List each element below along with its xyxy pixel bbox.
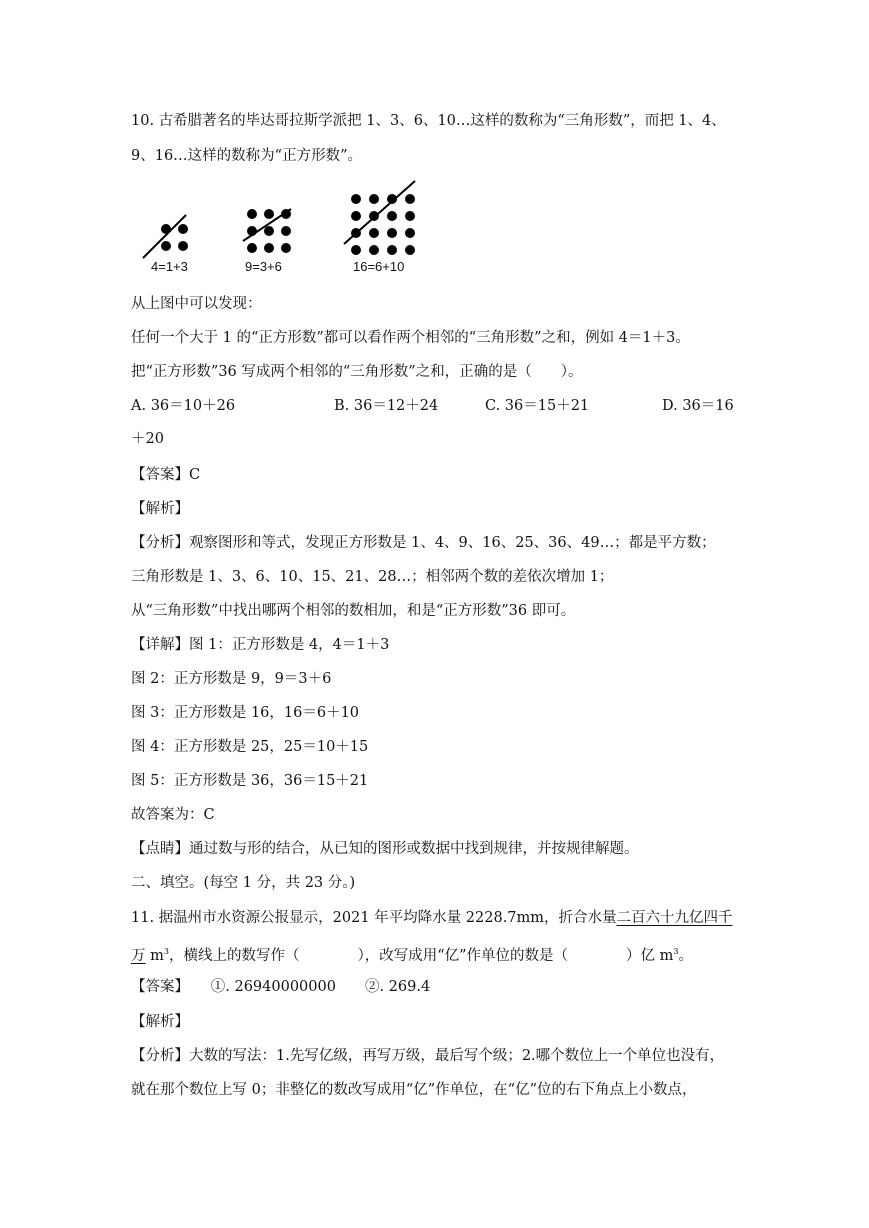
figure-caption-2: 9=3+6 bbox=[245, 259, 282, 274]
q11-unit-sup: 3 bbox=[163, 947, 169, 956]
figure-caption-1: 4=1+3 bbox=[151, 259, 188, 274]
q11-unit: m bbox=[145, 947, 164, 964]
square-2x2 bbox=[143, 215, 188, 258]
q10-detail-3: 图 3：正方形数是 16，16＝6＋10 bbox=[131, 705, 360, 721]
dot-figure bbox=[131, 178, 431, 278]
q10-analysis-2: 三角形数是 1、3、6、10、15、21、28…；相邻两个数的差依次增加 1； bbox=[131, 569, 614, 585]
square-3x3 bbox=[243, 209, 291, 253]
q10-analysis-3: 从“三角形数”中找出哪两个相邻的数相加，和是“正方形数”36 即可。 bbox=[131, 603, 576, 619]
q11-analysis-head: 【解析】 bbox=[131, 1014, 189, 1030]
option-d-continued: ＋20 bbox=[131, 431, 164, 447]
q11-line2 bbox=[131, 942, 693, 966]
q10-stem-line2: 9、16…这样的数称为“正方形数”。 bbox=[131, 148, 363, 164]
q11-underlined-number-1: 二百六十九亿四千 bbox=[616, 910, 733, 926]
q10-comment: 【点睛】通过数与形的结合，从已知的图形或数据中找到规律，并按规律解题。 bbox=[131, 841, 639, 857]
q11-underlined-number-2: 万 bbox=[131, 947, 146, 964]
option-c: C. 36＝15＋21 bbox=[485, 398, 590, 414]
q11-line1 bbox=[131, 908, 733, 928]
figure-caption-3: 16=6+10 bbox=[353, 259, 405, 274]
q10-question: 把“正方形数”36 写成两个相邻的“三角形数”之和，正确的是（ ）。 bbox=[131, 364, 583, 380]
q10-analysis-1: 【分析】观察图形和等式，发现正方形数是 1、4、9、16、25、36、49…；都是平方数； bbox=[131, 535, 716, 551]
q10-final-answer: 故答案为：C bbox=[131, 807, 215, 823]
q11-analysis-1: 【分析】大数的写法：1.先写亿级，再写万级，最后写个级；2.哪个数位上一个单位也没有， bbox=[131, 1048, 725, 1064]
option-b: B. 36＝12＋24 bbox=[334, 398, 439, 414]
q11-answer: 【答案】 ①. 26940000000 ②. 269.4 bbox=[131, 979, 431, 995]
q10-discover: 从上图中可以发现： bbox=[131, 296, 262, 312]
q10-answer: 【答案】C bbox=[131, 467, 201, 483]
q10-analysis-head: 【解析】 bbox=[131, 501, 189, 517]
option-d: D. 36＝16 bbox=[662, 398, 734, 414]
q11-unit-sup-2: 3 bbox=[673, 947, 679, 956]
square-4x4 bbox=[344, 181, 415, 255]
q10-detail-4: 图 4：正方形数是 25，25＝10＋15 bbox=[131, 739, 369, 755]
q10-stem-line1: 10. 古希腊著名的毕达哥拉斯学派把 1、3、6、10…这样的数称为“三角形数”，而把 1、4、 bbox=[131, 113, 726, 129]
q10-detail-5: 图 5：正方形数是 36，36＝15＋21 bbox=[131, 773, 369, 789]
q10-detail-2: 图 2：正方形数是 9，9＝3＋6 bbox=[131, 671, 332, 687]
q11-line2-end: 。 bbox=[678, 947, 693, 964]
section-2-heading: 二、填空。(每空 1 分，共 23 分。) bbox=[131, 875, 356, 891]
option-a: A. 36＝10＋26 bbox=[131, 398, 236, 414]
q10-rule: 任何一个大于 1 的“正方形数”都可以看作两个相邻的“三角形数”之和，例如 4＝1＋3。 bbox=[131, 330, 690, 346]
q11-line2-text: ，横线上的数写作（ ），改写成用“亿”作单位的数是（ ）亿 m bbox=[168, 947, 674, 964]
q11-analysis-2: 就在那个数位上写 0；非整亿的数改写成用“亿”作单位，在“亿”位的右下角点上小数点， bbox=[131, 1082, 697, 1098]
q11-line1-text: 11. 据温州市水资源公报显示，2021 年平均降水量 2228.7mm，折合水量 bbox=[131, 910, 617, 926]
q10-detail-1: 【详解】图 1：正方形数是 4，4＝1＋3 bbox=[131, 637, 390, 653]
